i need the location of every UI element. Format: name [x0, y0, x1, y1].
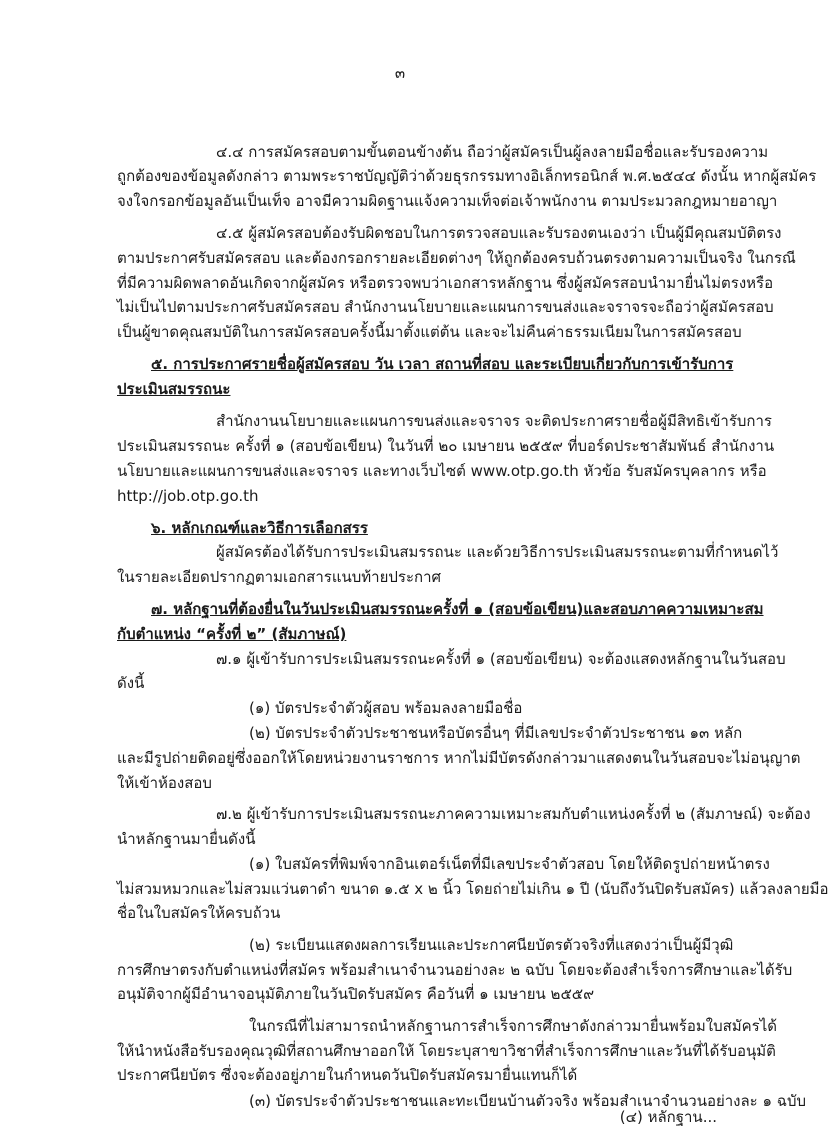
- paragraph-line: ถูกต้องของข้อมูลดังกล่าว ตามพระราชบัญญัติว่าด้วยธุรกรรมทางอิเล็กทรอนิกส์ พ.ศ.๒๕๔๔ ดังนั้น หากผู้สมัคร: [117, 167, 817, 185]
- paragraph-line: ให้นำหนังสือรับรองคุณวุฒิที่สถานศึกษาออกให้ โดยระบุสาขาวิชาที่สำเร็จการศึกษาและวันที่ได้รับอนุมัติ: [117, 1042, 776, 1060]
- paragraph-line: ให้เข้าห้องสอบ: [117, 774, 212, 792]
- page-number: ๓: [394, 64, 406, 82]
- paragraph-line: ตามประกาศรับสมัครสอบ และต้องกรอกรายละเอียดต่างๆ ให้ถูกต้องครบถ้วนตรงตามความเป็นจริง ในกรณี: [117, 249, 796, 267]
- paragraph-line: เป็นผู้ขาดคุณสมบัติในการสมัครสอบครั้งนี้มาตั้งแต่ต้น และจะไม่คืนค่าธรรมเนียมในการสมัครสอบ: [117, 323, 742, 341]
- paragraph-line: ๗.๒ ผู้เข้ารับการประเมินสมรรถนะภาคความเหมาะสมกับตำแหน่งครั้งที่ ๒ (สัมภาษณ์) จะต้อง: [216, 805, 811, 823]
- paragraph-line: นำหลักฐานมายื่นดังนี้: [117, 830, 256, 848]
- continuation-marker: (๔) หลักฐาน...: [619, 1108, 717, 1126]
- paragraph-line: จงใจกรอกข้อมูลอันเป็นเท็จ อาจมีความผิดฐานแจ้งความเท็จต่อเจ้าพนักงาน ตามประมวลกฎหมายอาญา: [117, 192, 778, 210]
- section-5-heading: ๕. การประกาศรายชื่อผู้สมัครสอบ วัน เวลา สถานที่สอบ และระเบียบเกี่ยวกับการเข้ารับการ: [151, 355, 734, 373]
- paragraph-line: ผู้สมัครต้องได้รับการประเมินสมรรถนะ และด้วยวิธีการประเมินสมรรถนะตามที่กำหนดไว้: [216, 543, 779, 561]
- paragraph-line: ในรายละเอียดปรากฏตามเอกสารแนบท้ายประกาศ: [117, 568, 442, 586]
- paragraph-line: ที่มีความผิดพลาดอันเกิดจากผู้สมัคร หรือตรวจพบว่าเอกสารหลักฐาน ซึ่งผู้สมัครสอบนำมายื่นไม่ตรงหรือ: [117, 274, 774, 292]
- section-5-heading-cont: ประเมินสมรรถนะ: [117, 380, 231, 398]
- list-item: (๑) บัตรประจำตัวผู้สอบ พร้อมลงลายมือชื่อ: [249, 699, 523, 717]
- paragraph-line: สำนักงานนโยบายและแผนการขนส่งและจราจร จะติดประกาศรายชื่อผู้มีสิทธิเข้ารับการ: [216, 412, 772, 430]
- paragraph-line: ไม่เป็นไปตามประกาศรับสมัครสอบ สำนักงานนโยบายและแผนการขนส่งและจราจรจะถือว่าผู้สมัครสอบ: [117, 298, 774, 316]
- paragraph-line: ดังนี้: [117, 674, 145, 692]
- paragraph-line: การศึกษาตรงกับตำแหน่งที่สมัคร พร้อมสำเนาจำนวนอย่างละ ๒ ฉบับ โดยจะต้องสำเร็จการศึกษาและได้รับ: [117, 961, 793, 979]
- paragraph-line: นโยบายและแผนการขนส่งและจราจร และทางเว็บไซต์ www.otp.go.th หัวข้อ รับสมัครบุคลากร หรือ: [117, 462, 767, 480]
- list-item: (๓) บัตรประจำตัวประชาชนและทะเบียนบ้านตัวจริง พร้อมสำเนาจำนวนอย่างละ ๑ ฉบับ: [249, 1092, 807, 1110]
- section-7-heading-cont: กับตำแหน่ง “ครั้งที่ ๒” (สัมภาษณ์): [117, 625, 347, 643]
- paragraph-line: ประกาศนียบัตร ซึ่งจะต้องอยู่ภายในกำหนดวันปิดรับสมัครมายื่นแทนก็ได้: [117, 1066, 578, 1084]
- paragraph-line: ๔.๕ ผู้สมัครสอบต้องรับผิดชอบในการตรวจสอบและรับรองตนเองว่า เป็นผู้มีคุณสมบัติตรง: [216, 224, 782, 242]
- paragraph-line: อนุมัติจากผู้มีอำนาจอนุมัติภายในวันปิดรับสมัคร คือวันที่ ๑ เมษายน ๒๕๕๙: [117, 985, 595, 1003]
- section-7-heading: ๗. หลักฐานที่ต้องยื่นในวันประเมินสมรรถนะครั้งที่ ๑ (สอบข้อเขียน)และสอบภาคความเหมาะสม: [151, 600, 764, 618]
- paragraph-line: ชื่อในใบสมัครให้ครบถ้วน: [117, 904, 281, 922]
- paragraph-line: ๔.๔ การสมัครสอบตามขั้นตอนข้างต้น ถือว่าผู้สมัครเป็นผู้ลงลายมือชื่อและรับรองความ: [216, 143, 769, 161]
- list-item: (๑) ใบสมัครที่พิมพ์จากอินเตอร์เน็ตที่มีเลขประจำตัวสอบ โดยให้ติดรูปถ่ายหน้าตรง: [249, 855, 770, 873]
- paragraph-line: ๗.๑ ผู้เข้ารับการประเมินสมรรถนะครั้งที่ ๑ (สอบข้อเขียน) จะต้องแสดงหลักฐานในวันสอบ: [216, 650, 786, 668]
- section-6-heading: ๖. หลักเกณฑ์และวิธีการเลือกสรร: [151, 519, 368, 537]
- paragraph-line: ไม่สวมหมวกและไม่สวมแว่นตาดำ ขนาด ๑.๕ x ๒ นิ้ว โดยถ่ายไม่เกิน ๑ ปี (นับถึงวันปิดรับสมัคร) แล้วลงลายมือ: [117, 880, 829, 898]
- list-item: (๒) ระเบียนแสดงผลการเรียนและประกาศนียบัตรตัวจริงที่แสดงว่าเป็นผู้มีวุฒิ: [249, 936, 734, 954]
- paragraph-line: ในกรณีที่ไม่สามารถนำหลักฐานการสำเร็จการศึกษาดังกล่าวมายื่นพร้อมใบสมัครได้: [249, 1017, 778, 1035]
- paragraph-line: และมีรูปถ่ายติดอยู่ซึ่งออกให้โดยหน่วยงานราชการ หากไม่มีบัตรดังกล่าวมาแสดงตนในวันสอบจะไม่อนุญาต: [117, 749, 801, 767]
- list-item: (๒) บัตรประจำตัวประชาชนหรือบัตรอื่นๆ ที่มีเลขประจำตัวประชาชน ๑๓ หลัก: [249, 724, 743, 742]
- paragraph-line: ประเมินสมรรถนะ ครั้งที่ ๑ (สอบข้อเขียน) ในวันที่ ๒๐ เมษายน ๒๕๕๙ ที่บอร์ดประชาสัมพันธ์ สำนักงาน: [117, 437, 775, 455]
- website-url: http://job.otp.go.th: [117, 487, 259, 505]
